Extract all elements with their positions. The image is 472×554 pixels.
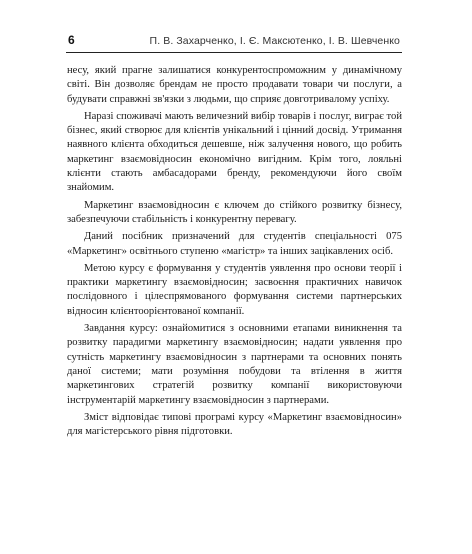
paragraph: Завдання курсу: ознайомитися з основними етапами виникнення та розвитку парадигми маркетингу взаємовідносин; надати уявлення про сутність маркетингу взаємовідносин з партнерами та основних понять даної системи; мати розуміння побудови та втілення в життя маркетингових стратегій розвитку компанії використовуючи інструментарій маркетингу взаємовідносин з партнерами. bbox=[67, 323, 402, 406]
paragraph: Наразі споживачі мають величезний вибір товарів і послуг, виграє той бізнес, який створює для клієнтів унікальний і цінний досвід. Утримання наявного клієнта обходиться дешевше, ніж залучення нового, що робить маркетинг взаємовідносин економічно вигідним. Крім того, лояльні клієнти стають амбасадорами бренду, рекомендуючи його своїм знайомим. bbox=[67, 110, 402, 194]
running-head-authors: П. В. Захарченко, І. Є. Максютенко, І. В. Шевченко bbox=[149, 35, 400, 47]
header-rule bbox=[66, 52, 402, 53]
paragraph: Зміст відповідає типові програмі курсу «Маркетинг взаємовідносин» для магістерського рівня підготовки. bbox=[67, 411, 402, 438]
body-text bbox=[67, 64, 402, 442]
page-header bbox=[68, 33, 400, 49]
paragraph: Метою курсу є формування у студентів уявлення про основи теорії і практики маркетингу взаємовідносин; засвоєння практичних навичок послідовного і цілеспрямованого формування системи партнерських відносин клієнтоорієнтованої компанії. bbox=[67, 262, 402, 317]
page-number: 6 bbox=[68, 33, 75, 47]
paragraph: Даний посібник призначений для студентів спеціальності 075 «Маркетинг» освітнього ступеню «магістр» та інших зацікавлених осіб. bbox=[67, 231, 402, 257]
paragraph-continuation: несу, який прагне залишатися конкурентоспроможним у динамічному світі. Він дозволяє брендам не просто продавати товари чи послуги, а будувати справжні зв'язки з людьми, що сприяє довготривалому успіху. bbox=[67, 65, 402, 105]
paragraph: Маркетинг взаємовідносин є ключем до стійкого розвитку бізнесу, забезпечуючи стабільність і конкурентну перевагу. bbox=[67, 199, 402, 225]
